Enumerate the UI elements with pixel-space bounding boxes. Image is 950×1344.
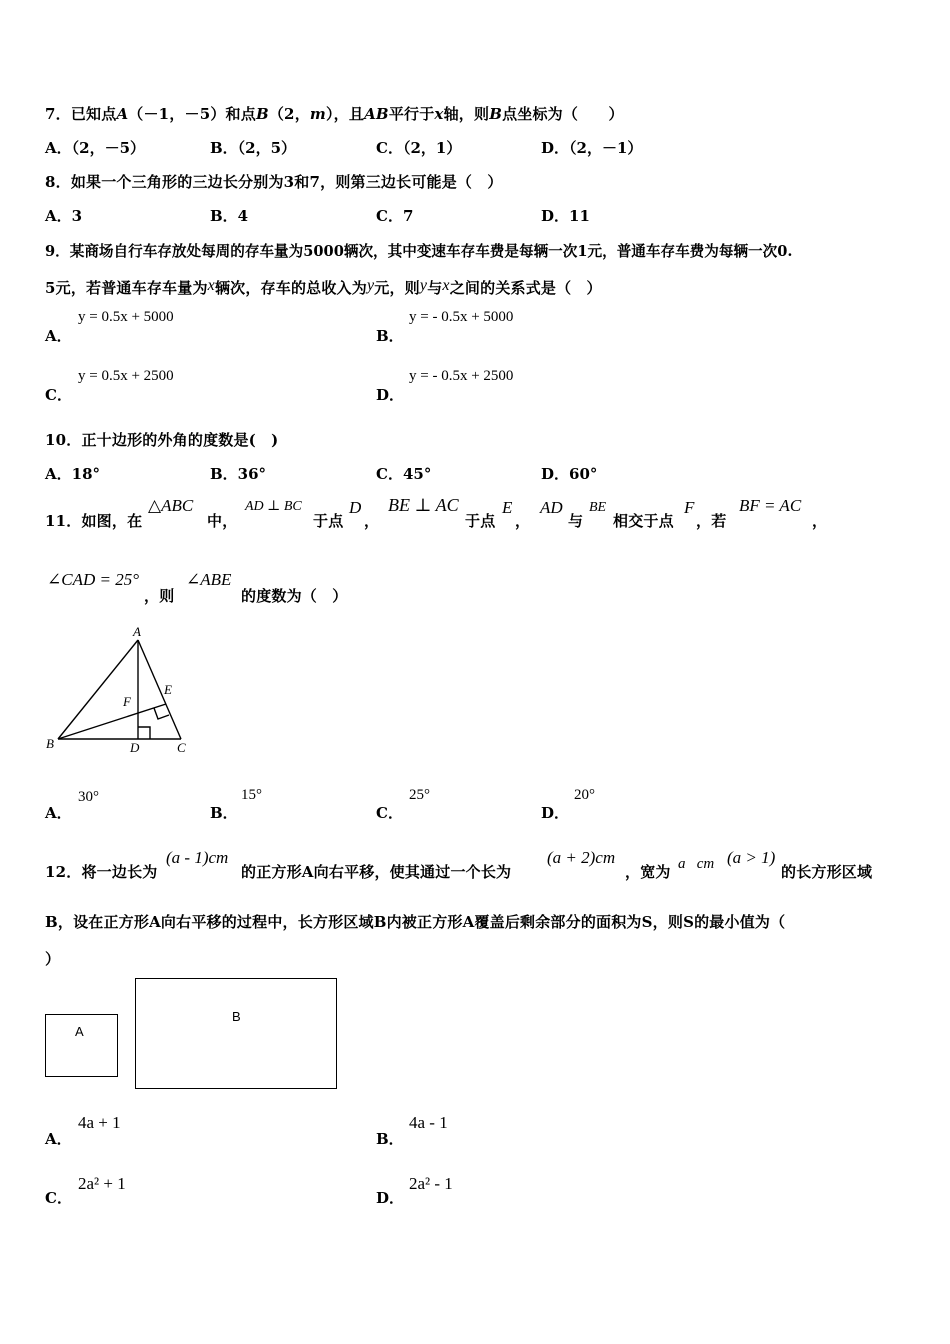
q11-triangle-figure — [40, 620, 200, 760]
q11-segment-ad: AD — [540, 498, 563, 517]
q9-option-b-label[interactable]: B． — [376, 327, 404, 345]
q12-stem-line1-a: 12．将一边长为 — [45, 863, 158, 881]
q11-label-a: A — [133, 624, 141, 639]
q11-comma-3: ， — [812, 512, 828, 530]
q11-comma-2: ， — [515, 512, 531, 530]
q11-stem-line1-c: 于点 — [313, 512, 344, 530]
q12-stem-line3: ） — [45, 950, 61, 968]
q10-stem: 10．正十边形的外角的度数是( ) — [45, 431, 279, 449]
q11-point-d: D — [349, 498, 362, 517]
q11-segment-be: BE — [589, 500, 607, 515]
q10-option-b[interactable]: B．36° — [210, 465, 267, 483]
q10-option-d[interactable]: D．60° — [541, 465, 598, 483]
q8-option-b[interactable]: B．4 — [210, 207, 249, 225]
q11-stem-line2-b: 的度数为（ ） — [241, 587, 348, 605]
q10-option-c[interactable]: C．45° — [376, 465, 432, 483]
q12-rect-length: (a + 2)cm — [547, 848, 616, 867]
q12-rect-width: a cm — [678, 856, 715, 872]
q11-angle-cad: ∠CAD = 25° — [47, 570, 140, 589]
q11-stem-line1-a: 11．如图，在 — [45, 512, 143, 530]
q7-option-b[interactable]: B．（2，5） — [210, 139, 297, 157]
q11-option-a-label[interactable]: A． — [45, 804, 72, 822]
q12-rect-b — [135, 978, 337, 1089]
q12-square-a — [45, 1014, 118, 1077]
q11-stem-line1-e: 与 — [568, 512, 584, 530]
q11-label-f: F — [123, 694, 131, 709]
q11-ad-perp-bc: AD ⊥ BC — [245, 499, 302, 514]
q11-stem-line1-f: 相交于点 — [613, 512, 674, 530]
q11-angle-abe: ∠ABE — [186, 570, 232, 589]
q12-option-c-label[interactable]: C． — [45, 1189, 72, 1207]
q11-label-d: D — [130, 740, 140, 755]
q11-side-ac — [138, 640, 181, 739]
q11-stem-line1-g: ，若 — [696, 512, 727, 530]
q9-option-c-label[interactable]: C． — [45, 386, 72, 404]
q12-stem-line1-d: 的长方形区域 — [781, 863, 873, 881]
q7-stem: 7．已知点A（－1，－5）和点B（2，m），且AB平行于x轴，则B点坐标为（ ） — [45, 105, 624, 123]
q11-label-b: B — [46, 736, 54, 751]
q12-stem-line1-b: 的正方形A向右平移，使其通过一个长为 — [241, 863, 512, 881]
q11-side-ab — [58, 640, 138, 739]
q9-option-c-formula: y = 0.5x + 2500 — [78, 368, 174, 384]
q12-square-a-label: A — [75, 1024, 84, 1039]
q12-option-b-formula: 4a - 1 — [409, 1113, 448, 1132]
q11-point-f: F — [684, 498, 695, 517]
q9-option-d-label[interactable]: D． — [376, 386, 405, 404]
q9-option-d-formula: y = - 0.5x + 2500 — [409, 368, 514, 384]
q11-right-angle-e — [154, 708, 169, 719]
q11-option-b-value: 15° — [241, 787, 262, 803]
q11-point-e: E — [502, 498, 513, 517]
q11-stem-line2-a: ，则 — [144, 587, 175, 605]
q12-option-a-label[interactable]: A． — [45, 1130, 72, 1148]
q11-option-c-label[interactable]: C． — [376, 804, 403, 822]
q11-label-e: E — [164, 682, 172, 697]
q9-option-b-formula: y = - 0.5x + 5000 — [409, 309, 514, 325]
q11-triangle-abc: △ABC — [148, 496, 194, 515]
q9-option-a-formula: y = 0.5x + 5000 — [78, 309, 174, 325]
q11-label-c: C — [177, 740, 186, 755]
q7-option-d[interactable]: D．（2，－1） — [541, 139, 643, 157]
q12-condition: (a > 1) — [727, 848, 776, 867]
q11-stem-line1-b: 中， — [207, 512, 238, 530]
q11-option-c-value: 25° — [409, 787, 430, 803]
q12-stem-line2: B，设在正方形A向右平移的过程中，长方形区域B内被正方形A覆盖后剩余部分的面积为S，则S的最小值为（ — [45, 913, 786, 931]
q11-comma-1: ， — [364, 512, 380, 530]
q9-option-a-label[interactable]: A． — [45, 327, 72, 345]
q8-option-d[interactable]: D．11 — [541, 207, 590, 225]
q12-option-d-label[interactable]: D． — [376, 1189, 405, 1207]
q11-option-d-label[interactable]: D． — [541, 804, 570, 822]
q11-option-b-label[interactable]: B． — [210, 804, 238, 822]
q12-option-d-formula: 2a² - 1 — [409, 1174, 453, 1193]
q9-stem-line1: 9．某商场自行车存放处每周的存车量为5000辆次，其中变速车存车费是每辆一次1元，普通车存车费为每辆一次0. — [45, 243, 793, 260]
q11-be-perp-ac: BE ⊥ AC — [388, 495, 459, 515]
q7-option-c[interactable]: C．（2，1） — [376, 139, 462, 157]
q8-option-c[interactable]: C．7 — [376, 207, 414, 225]
q11-option-d-value: 20° — [574, 787, 595, 803]
q12-option-a-formula: 4a + 1 — [78, 1113, 121, 1132]
q8-stem: 8．如果一个三角形的三边长分别为3和7，则第三边长可能是（ ） — [45, 173, 503, 191]
q9-stem-line2: 5元，若普通车存车量为x辆次，存车的总收入为y元，则y与x之间的关系式是（ ） — [45, 277, 602, 297]
q7-option-a[interactable]: A．（2，－5） — [45, 139, 146, 157]
q11-stem-line1-d: 于点 — [465, 512, 496, 530]
q12-option-c-formula: 2a² + 1 — [78, 1174, 126, 1193]
q12-side-length: (a - 1)cm — [166, 848, 229, 867]
q11-bf-eq-ac: BF = AC — [739, 496, 802, 515]
q12-stem-line1-c: ，宽为 — [625, 863, 671, 881]
q8-option-a[interactable]: A．3 — [45, 207, 83, 225]
q11-right-angle-d — [138, 727, 150, 739]
q11-option-a-value: 30° — [78, 789, 99, 805]
q12-option-b-label[interactable]: B． — [376, 1130, 404, 1148]
q10-option-a[interactable]: A．18° — [45, 465, 101, 483]
q12-rect-b-label: B — [232, 1009, 241, 1024]
